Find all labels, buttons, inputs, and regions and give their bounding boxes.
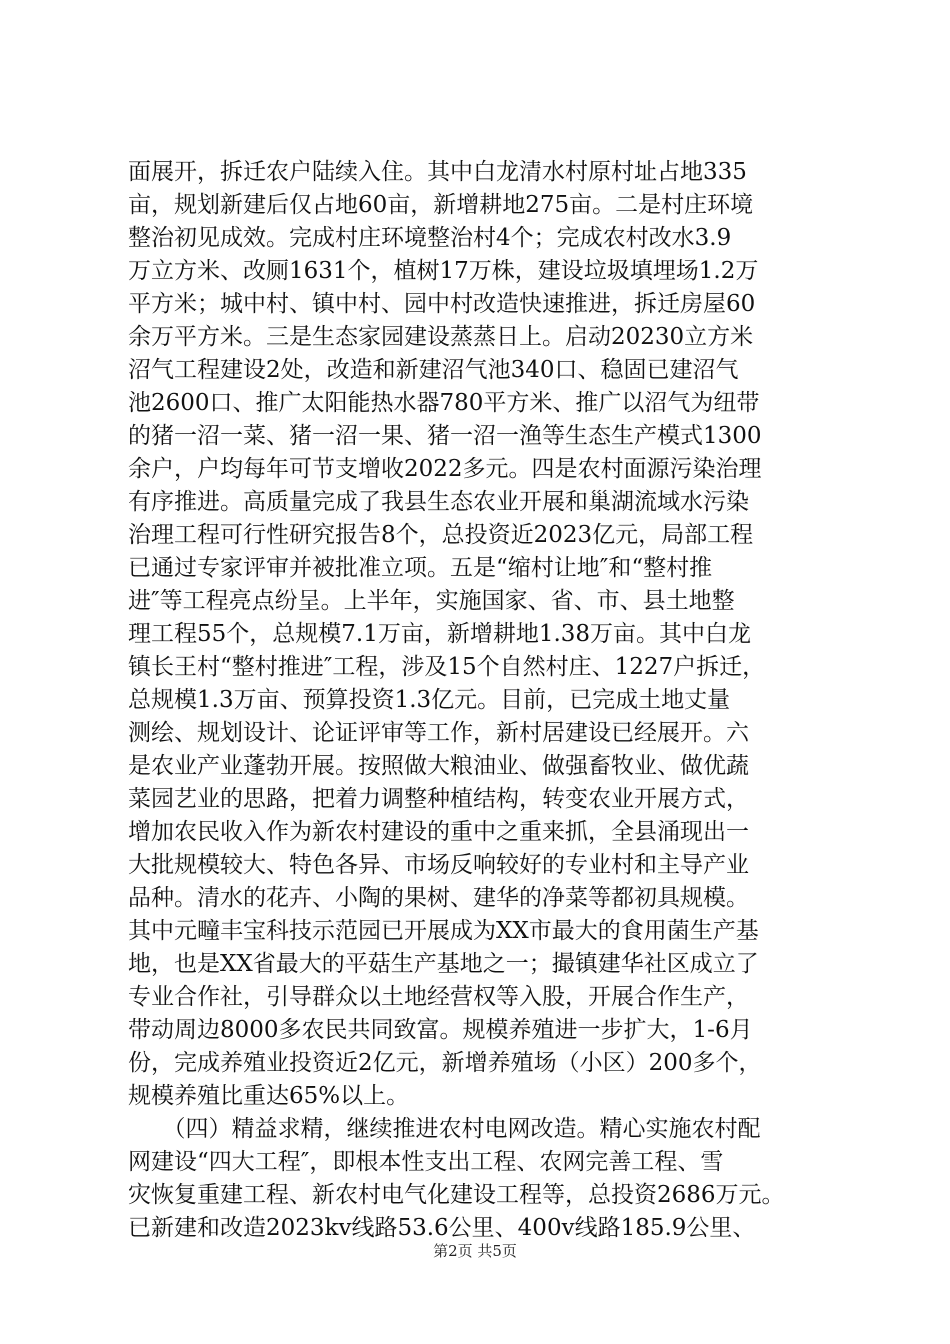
text-line: 总规模1.3万亩、预算投资1.3亿元。目前，已完成土地丈量	[128, 687, 731, 713]
text-line: 治理工程可行性研究报告8个，总投资近2023亿元，局部工程	[128, 522, 754, 548]
text-line: 带动周边8000多农民共同致富。规模养殖进一步扩大，1-6月	[128, 1017, 753, 1043]
text-line: 理工程55个，总规模7.1万亩，新增耕地1.38万亩。其中白龙	[128, 621, 752, 647]
text-line: 万立方米、改厕1631个，植树17万株，建设垃圾填埋场1.2万	[128, 258, 759, 284]
text-line: 品种。清水的花卉、小陶的果树、建华的净菜等都初具规模。	[128, 885, 749, 911]
text-line: 菜园艺业的思路，把着力调整种植结构，转变农业开展方式，	[128, 786, 749, 812]
page-footer: 第2页 共5页	[433, 1242, 517, 1260]
text-line: 已通过专家评审并被批准立项。五是“缩村让地″和“整村推	[128, 555, 713, 581]
text-line: 的猪一沼一菜、猪一沼一果、猪一沼一渔等生态生产模式1300	[128, 423, 762, 449]
text-line: 整治初见成效。完成村庄环境整治村4个；完成农村改水3.9	[128, 225, 732, 251]
text-line: 专业合作社，引导群众以土地经营权等入股，开展合作生产，	[128, 984, 749, 1010]
text-line: 亩，规划新建后仅占地60亩，新增耕地275亩。二是村庄环境	[128, 192, 754, 218]
text-line: 大批规模较大、特色各异、市场反响较好的专业村和主导产业	[128, 852, 749, 878]
text-line: 其中元疃丰宝科技示范园已开展成为XX市最大的食用菌生产基	[128, 918, 759, 944]
text-line: 镇长王村“整村推进″工程，涉及15个自然村庄、1227户拆迁，	[128, 654, 766, 680]
text-line: 进″等工程亮点纷呈。上半年，实施国家、省、市、县土地整	[128, 588, 735, 614]
text-line: 灾恢复重建工程、新农村电气化建设工程等，总投资2686万元。	[128, 1182, 785, 1208]
text-line: 测绘、规划设计、论证评审等工作，新村居建设已经展开。六	[128, 720, 749, 746]
text-line: 是农业产业蓬勃开展。按照做大粮油业、做强畜牧业、做优蔬	[128, 753, 749, 779]
text-line: 增加农民收入作为新农村建设的重中之重来抓，全县涌现出一	[128, 819, 749, 845]
text-line: 地，也是XX省最大的平菇生产基地之一；撮镇建华社区成立了	[128, 951, 759, 977]
text-line: 面展开，拆迁农户陆续入住。其中白龙清水村原村址占地335	[128, 159, 747, 185]
text-line: 余万平方米。三是生态家园建设蒸蒸日上。启动20230立方米	[128, 324, 754, 350]
text-line: 余户，户均每年可节支增收2022多元。四是农村面源污染治理	[128, 456, 762, 482]
text-line: 网建设“四大工程″，即根本性支出工程、农网完善工程、雪	[128, 1149, 724, 1175]
text-line: （四）精益求精，继续推进农村电网改造。精心实施农村配	[128, 1116, 761, 1142]
text-line: 已新建和改造2023kv线路53.6公里、400v线路185.9公里、	[128, 1215, 756, 1241]
text-line: 池2600口、推广太阳能热水器780平方米、推广以沼气为纽带	[128, 390, 760, 416]
text-line: 沼气工程建设2处，改造和新建沼气池340口、稳固已建沼气	[128, 357, 739, 383]
text-line: 份，完成养殖业投资近2亿元，新增养殖场（小区）200多个，	[128, 1050, 762, 1076]
text-line: 规模养殖比重达65%以上。	[128, 1083, 410, 1109]
text-line: 平方米；城中村、镇中村、园中村改造快速推进，拆迁房屋60	[128, 291, 756, 317]
text-line: 有序推进。高质量完成了我县生态农业开展和巢湖流域水污染	[128, 489, 749, 515]
document-body	[128, 156, 832, 1245]
